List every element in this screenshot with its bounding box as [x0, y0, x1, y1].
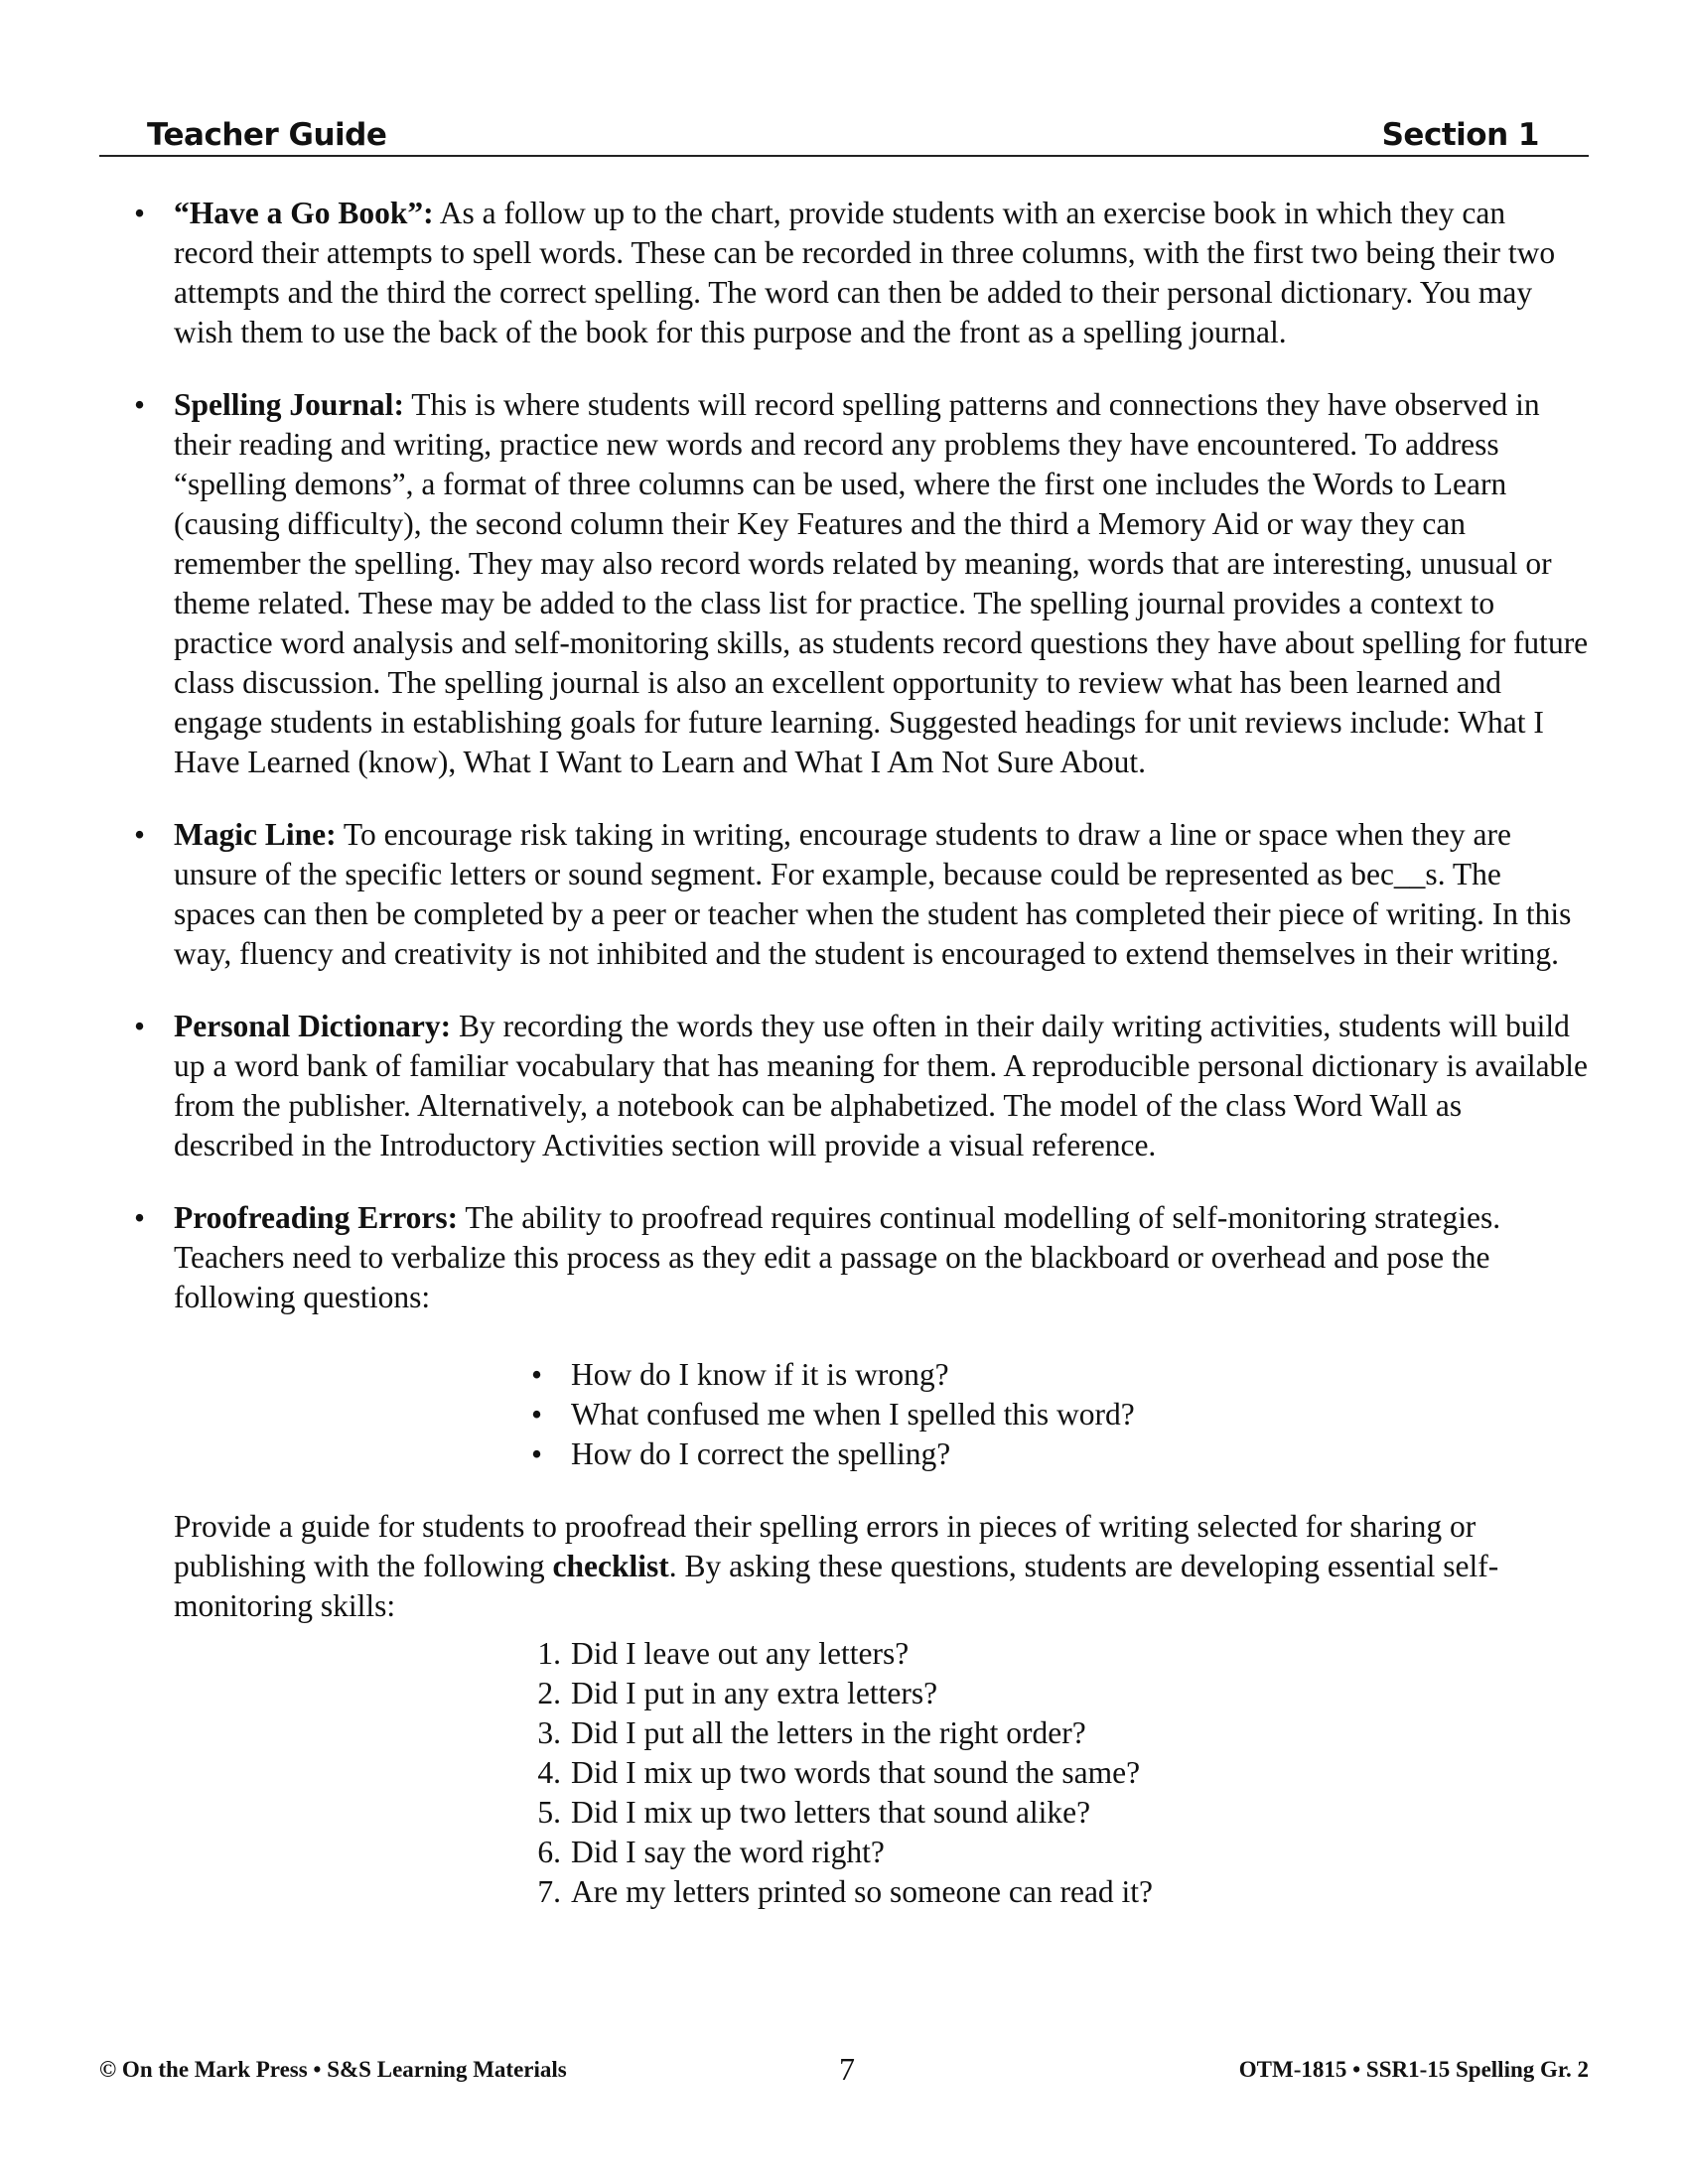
proofreading-checklist: [531, 1634, 1589, 1912]
bullet-term: Spelling Journal:: [174, 387, 404, 422]
page-number: 7: [839, 2051, 855, 2087]
question-item: [531, 1434, 1589, 1474]
checklist-item: [531, 1634, 1589, 1674]
checklist-item: [531, 1793, 1589, 1833]
bullet-text: As a follow up to the chart, provide students with an exercise book in which they can record their attempts to spell words. These can be recorded in three columns, with the first two being their two attempts and the third the correct spelling. The word can then be added to their personal dictionary. You may wish them to use the back of the book for this purpose and the front as a spelling journal.: [174, 196, 1556, 349]
bullet-proofreading-errors: [134, 1198, 1589, 1317]
bullet-text: By recording the words they use often in their daily writing activities, students will build up a word bank of familiar vocabulary that has meaning for them. A reproducible personal dictionary is available from the publisher. Alternatively, a notebook can be alphabetized. The model of the class Word Wall as described in the Introductory Activities section will provide a visual reference.: [174, 1009, 1589, 1162]
bullet-personal-dictionary: [134, 1007, 1589, 1165]
question-text: How do I correct the spelling?: [571, 1436, 951, 1471]
checklist-item: [531, 1753, 1589, 1793]
checklist-text: Are my letters printed so someone can read it?: [571, 1874, 1154, 1909]
header-title: Teacher Guide: [147, 117, 387, 153]
page-header: [99, 111, 1589, 157]
checklist-intro-text-end: . By asking these questions, students are developing essential self-monitoring skills:: [174, 1549, 1499, 1623]
footer-copyright: © On the Mark Press • S&S Learning Materials: [99, 2057, 567, 2082]
checklist-item: [531, 1713, 1589, 1753]
bullet-dot: •: [531, 1357, 543, 1392]
checklist-text: Did I leave out any letters?: [571, 1636, 910, 1671]
checklist-item: [531, 1674, 1589, 1713]
bullet-dot: •: [531, 1436, 543, 1471]
checklist-item: [531, 1833, 1589, 1872]
bullet-text: The ability to proofread requires continual modelling of self-monitoring strategies. Teachers need to verbalize this process as they edit a passage on the blackboard or overhead and pose the following questions:: [174, 1200, 1501, 1314]
checklist-number: 4.: [537, 1755, 561, 1790]
bullet-text: To encourage risk taking in writing, encourage students to draw a line or space when they are unsure of the specific letters or sound segment. For example, because could be represented as bec__s. The spaces can then be completed by a peer or teacher when the student has completed their piece of writing. In this way, fluency and creativity is not inhibited and the student is encouraged to extend themselves in their writing.: [174, 817, 1572, 971]
bullet-dot: •: [134, 1009, 146, 1043]
question-text: How do I know if it is wrong?: [571, 1357, 949, 1392]
bullet-dot: •: [531, 1397, 543, 1432]
checklist-number: 6.: [537, 1835, 561, 1869]
bullet-dot: •: [134, 817, 146, 852]
bullet-have-a-go-book: [134, 194, 1589, 352]
bullet-dot: •: [134, 387, 146, 422]
checklist-number: 2.: [537, 1676, 561, 1710]
header-section: Section 1: [1381, 117, 1539, 153]
bullet-term: Magic Line:: [174, 817, 337, 852]
bullet-text: This is where students will record spelling patterns and connections they have observed in their reading and writing, practice new words and record any problems they have encountered. To address “spelling demons”, a format of three columns can be used, where the first one includes the Words to Learn (causing difficulty), the second column their Key Features and the third a Memory Aid or way they can remember the spelling. They may also record words related by meaning, words that are interesting, unusual or theme related. These may be added to the class list for practice. The spelling journal provides a context to practice word analysis and self-monitoring skills, as students record questions they have about spelling for future class discussion. The spelling journal is also an excellent opportunity to review what has been learned and engage students in establishing goals for future learning. Suggested headings for unit reviews include: What I Have Learned (know), What I Want to Learn and What I Am Not Sure About.: [174, 387, 1589, 779]
checklist-number: 5.: [537, 1795, 561, 1830]
bullet-term: Proofreading Errors:: [174, 1200, 459, 1235]
question-item: [531, 1395, 1589, 1434]
bullet-dot: •: [134, 1200, 146, 1235]
page-footer: [99, 2051, 1589, 2091]
checklist-keyword: checklist: [552, 1549, 669, 1583]
checklist-text: Did I put in any extra letters?: [571, 1676, 938, 1710]
question-list: [531, 1355, 1589, 1474]
checklist-text: Did I say the word right?: [571, 1835, 885, 1869]
bullet-magic-line: [134, 815, 1589, 974]
bullet-term: Personal Dictionary:: [174, 1009, 452, 1043]
bullet-term: “Have a Go Book”:: [174, 196, 434, 230]
question-text: What confused me when I spelled this word?: [571, 1397, 1135, 1432]
checklist-intro: [134, 1507, 1589, 1626]
page-content: [134, 194, 1589, 1912]
bullet-spelling-journal: [134, 385, 1589, 782]
checklist-intro-text: Provide a guide for students to proofread their spelling errors in pieces of writing selected for sharing or publishing with the following: [174, 1509, 1477, 1583]
checklist-text: Did I mix up two words that sound the same?: [571, 1755, 1141, 1790]
checklist-text: Did I mix up two letters that sound alike?: [571, 1795, 1091, 1830]
bullet-dot: •: [134, 196, 146, 230]
checklist-item: [531, 1872, 1589, 1912]
question-item: [531, 1355, 1589, 1395]
checklist-number: 1.: [537, 1636, 561, 1671]
checklist-number: 3.: [537, 1715, 561, 1750]
footer-product-code: OTM-1815 • SSR1-15 Spelling Gr. 2: [1238, 2057, 1589, 2082]
checklist-number: 7.: [537, 1874, 561, 1909]
checklist-text: Did I put all the letters in the right order?: [571, 1715, 1086, 1750]
